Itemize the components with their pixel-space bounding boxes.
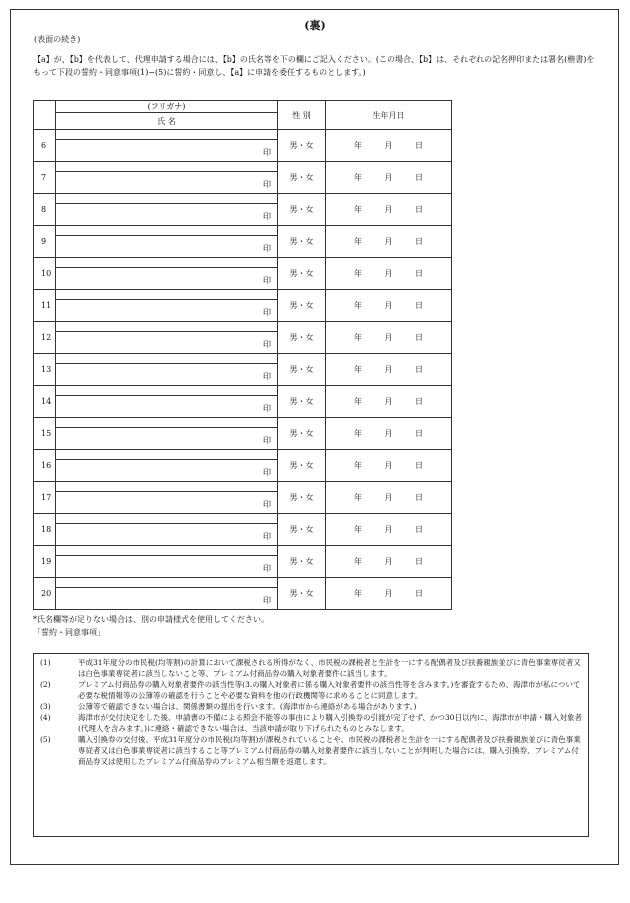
- kana-field[interactable]: [56, 258, 278, 268]
- dob-field[interactable]: 年 月 日: [326, 514, 452, 546]
- kana-field[interactable]: [56, 482, 278, 492]
- name-field[interactable]: [56, 172, 278, 194]
- row-number: 11: [34, 290, 56, 322]
- row-number: 12: [34, 322, 56, 354]
- applicant-table: [33, 100, 452, 610]
- pledge-item: [38, 679, 584, 701]
- name-field[interactable]: [56, 332, 278, 354]
- row-number: 20: [34, 578, 56, 610]
- row-number: 14: [34, 386, 56, 418]
- dob-field[interactable]: 年 月 日: [326, 162, 452, 194]
- dob-field[interactable]: 年 月 日: [326, 130, 452, 162]
- dob-field[interactable]: 年 月 日: [326, 546, 452, 578]
- name-field[interactable]: [56, 396, 278, 418]
- pledge-text: 平成31年度分の市民税(均等割)の計算において課税される所得がなく、市民税の課税者と生計を一にする配偶者及び扶養親族並びに青色事業専従者又は白色事業専従者に該当しないこと等、プレミアム付商品券の購入対象者要件に該当します。: [78, 658, 581, 678]
- kana-field[interactable]: [56, 130, 278, 140]
- table-row: [34, 322, 452, 332]
- table-row: [34, 226, 452, 236]
- sex-field[interactable]: 男・女: [278, 290, 326, 322]
- seal-mark: 印: [263, 500, 271, 509]
- sex-field[interactable]: 男・女: [278, 578, 326, 610]
- table-row: [34, 514, 452, 524]
- page-title: (裏): [304, 19, 326, 32]
- table-row: [34, 578, 452, 588]
- kana-field[interactable]: [56, 386, 278, 396]
- table-row: [34, 194, 452, 204]
- kana-field[interactable]: [56, 546, 278, 556]
- pledge-item: [38, 657, 584, 679]
- table-row: [34, 418, 452, 428]
- dob-field[interactable]: 年 月 日: [326, 354, 452, 386]
- seal-mark: 印: [263, 308, 271, 317]
- header-sex: 性 別: [278, 101, 326, 130]
- pledge-text: プレミアム付商品券の購入対象者要件の該当性等(3.の購入対象者に係る購入対象者要件の該当性等を含みます。)を審査するため、海津市が私について必要な税情報等の公簿等の確認を行うことや必要な資料を他の行政機関等に求めることに同意します。: [78, 680, 581, 700]
- dob-field[interactable]: 年 月 日: [326, 194, 452, 226]
- dob-field[interactable]: 年 月 日: [326, 482, 452, 514]
- seal-mark: 印: [263, 404, 271, 413]
- row-number: 18: [34, 514, 56, 546]
- dob-field[interactable]: 年 月 日: [326, 578, 452, 610]
- dob-field[interactable]: 年 月 日: [326, 386, 452, 418]
- header-name: 氏 名: [56, 113, 278, 130]
- dob-field[interactable]: 年 月 日: [326, 450, 452, 482]
- pledge-box: [33, 653, 589, 837]
- name-field[interactable]: [56, 236, 278, 258]
- intro-paragraph: 【a】が、【b】を代表して、代理申請する場合には、【b】の氏名等を下の欄にご記入ください。(この場合、【b】は、それぞれの記名押印または署名(楷書)をもって下段の誓約・同意事項(1)~(5)に誓約・同意し、【a】に申請を委任するものとします。): [33, 55, 595, 77]
- sex-field[interactable]: 男・女: [278, 450, 326, 482]
- row-number: 8: [34, 194, 56, 226]
- sex-field[interactable]: 男・女: [278, 514, 326, 546]
- kana-field[interactable]: [56, 578, 278, 588]
- name-field[interactable]: [56, 300, 278, 322]
- kana-field[interactable]: [56, 514, 278, 524]
- name-field[interactable]: [56, 428, 278, 450]
- pledge-text: 海津市が交付決定をした後、申請書の不備による照会不能等の事由により購入引換券の引渡が完了せず、かつ30日以内に、海津市が申請・購入対象者(代理人を含みます。)に連絡・確認できない場合は、当該申請が取り下げられたものとみなします。: [78, 713, 582, 733]
- table-row: [34, 482, 452, 492]
- row-number: 7: [34, 162, 56, 194]
- sex-field[interactable]: 男・女: [278, 162, 326, 194]
- overflow-note: *氏名欄等が足りない場合は、別の申請様式を使用してください。: [33, 615, 269, 624]
- seal-mark: 印: [263, 180, 271, 189]
- pledge-number: (3): [40, 702, 51, 711]
- seal-mark: 印: [263, 372, 271, 381]
- name-field[interactable]: [56, 460, 278, 482]
- seal-mark: 印: [263, 244, 271, 253]
- row-number: 9: [34, 226, 56, 258]
- table-row: [34, 354, 452, 364]
- name-field[interactable]: [56, 204, 278, 226]
- sex-field[interactable]: 男・女: [278, 546, 326, 578]
- header-kana: (フリガナ): [56, 101, 278, 113]
- kana-field[interactable]: [56, 162, 278, 172]
- seal-mark: 印: [263, 340, 271, 349]
- name-field[interactable]: [56, 364, 278, 386]
- dob-field[interactable]: 年 月 日: [326, 258, 452, 290]
- name-field[interactable]: [56, 492, 278, 514]
- dob-field[interactable]: 年 月 日: [326, 290, 452, 322]
- dob-field[interactable]: 年 月 日: [326, 322, 452, 354]
- row-number: 6: [34, 130, 56, 162]
- header-dob: 生年月日: [326, 101, 452, 130]
- table-row: [34, 386, 452, 396]
- name-field[interactable]: [56, 556, 278, 578]
- row-number: 17: [34, 482, 56, 514]
- sex-field[interactable]: 男・女: [278, 194, 326, 226]
- table-row: [34, 290, 452, 300]
- kana-field[interactable]: [56, 322, 278, 332]
- sex-field[interactable]: 男・女: [278, 322, 326, 354]
- row-number: 16: [34, 450, 56, 482]
- seal-mark: 印: [263, 564, 271, 573]
- sex-field[interactable]: 男・女: [278, 418, 326, 450]
- seal-mark: 印: [263, 468, 271, 477]
- seal-mark: 印: [263, 436, 271, 445]
- table-row: [34, 546, 452, 556]
- pledge-item: [38, 701, 584, 712]
- pledge-heading: 「誓約・同意事項」: [33, 628, 105, 637]
- name-field[interactable]: [56, 588, 278, 610]
- seal-mark: 印: [263, 148, 271, 157]
- kana-field[interactable]: [56, 418, 278, 428]
- sex-field[interactable]: 男・女: [278, 258, 326, 290]
- table-row: [34, 130, 452, 140]
- sex-field[interactable]: 男・女: [278, 226, 326, 258]
- row-number: 15: [34, 418, 56, 450]
- row-number: 10: [34, 258, 56, 290]
- kana-field[interactable]: [56, 226, 278, 236]
- name-field[interactable]: [56, 524, 278, 546]
- dob-field[interactable]: 年 月 日: [326, 226, 452, 258]
- sex-field[interactable]: 男・女: [278, 354, 326, 386]
- seal-mark: 印: [263, 596, 271, 605]
- name-field[interactable]: [56, 140, 278, 162]
- continuation-label: (表面の続き): [34, 35, 81, 44]
- pledge-number: (5): [40, 735, 51, 744]
- table-row: [34, 450, 452, 460]
- table-row: [34, 258, 452, 268]
- table-row: [34, 162, 452, 172]
- sex-field[interactable]: 男・女: [278, 482, 326, 514]
- name-field[interactable]: [56, 268, 278, 290]
- kana-field[interactable]: [56, 450, 278, 460]
- row-number: 13: [34, 354, 56, 386]
- kana-field[interactable]: [56, 290, 278, 300]
- kana-field[interactable]: [56, 354, 278, 364]
- header-blank: [34, 101, 56, 130]
- sex-field[interactable]: 男・女: [278, 386, 326, 418]
- row-number: 19: [34, 546, 56, 578]
- pledge-item: [38, 712, 584, 734]
- sex-field[interactable]: 男・女: [278, 130, 326, 162]
- pledge-number: (1): [40, 658, 51, 667]
- kana-field[interactable]: [56, 194, 278, 204]
- pledge-text: 公簿等で確認できない場合は、関係書類の提出を行います。(海津市から連絡がある場合があります。): [78, 702, 417, 711]
- pledge-number: (4): [40, 713, 51, 722]
- seal-mark: 印: [263, 532, 271, 541]
- pledge-number: (2): [40, 680, 51, 689]
- seal-mark: 印: [263, 276, 271, 285]
- pledge-item: [38, 734, 584, 767]
- dob-field[interactable]: 年 月 日: [326, 418, 452, 450]
- pledge-text: 購入引換券の交付後、平成31年度分の市民税(均等割)が課税されていることや、市民税の課税者と生計を一にする配偶者及び扶養親族並びに青色事業専従者又は白色事業専従者に該当すること等プレミアム付商品券の購入対象者要件に該当しないことが判明した場合には、購入引換券、プレミアム付商品券又は使用したプレミアム付商品券のプレミアム相当額を返還します。: [78, 735, 581, 766]
- seal-mark: 印: [263, 212, 271, 221]
